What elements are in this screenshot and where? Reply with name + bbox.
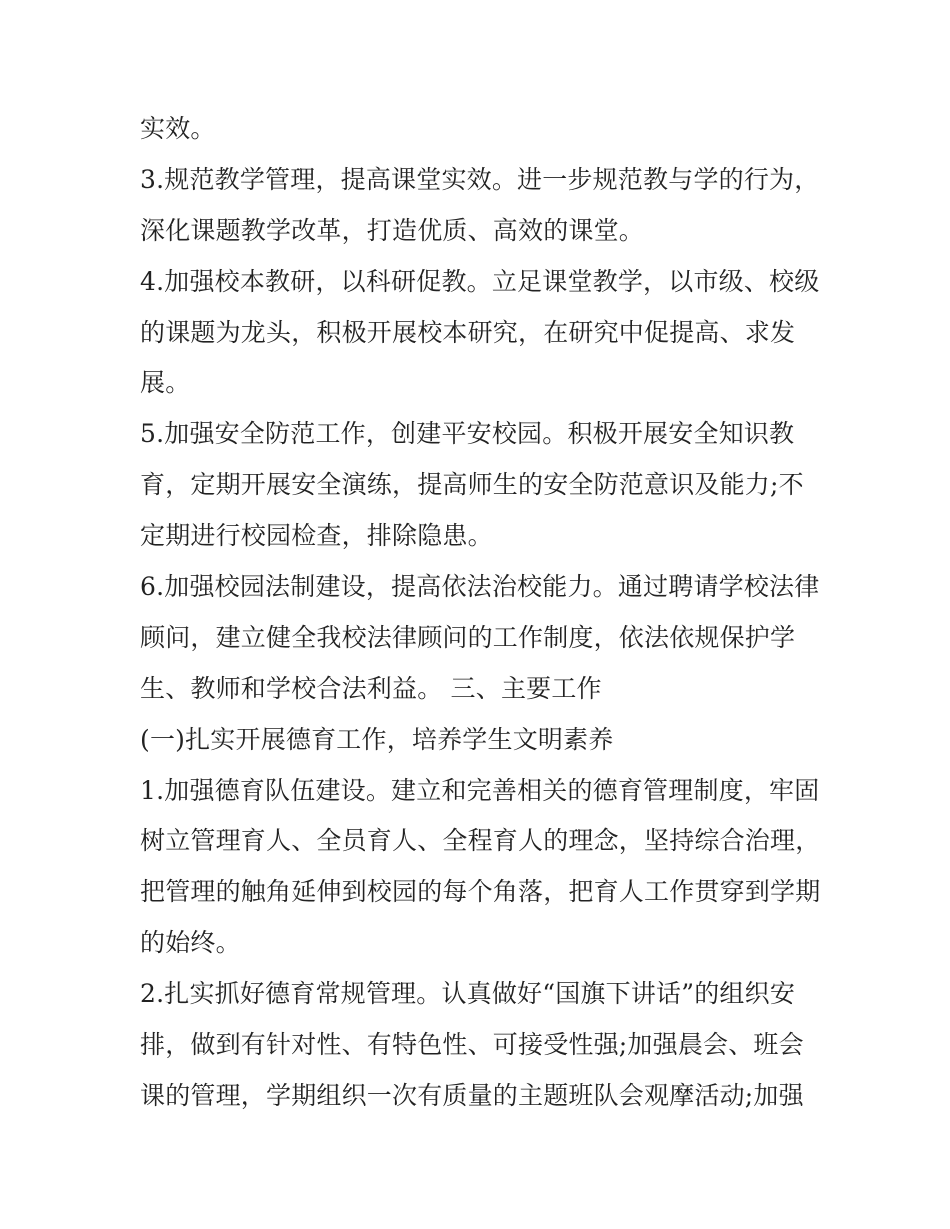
text-line: 5.加强安全防范工作，创建平安校园。积极开展安全知识教 <box>140 419 795 449</box>
text-line: 定期进行校园检查，排除隐患。 <box>140 521 493 551</box>
text-line: 的课题为龙头，积极开展校本研究，在研究中促提高、求发 <box>140 317 796 347</box>
section-heading: (一)扎实开展德育工作，培养学生文明素养 <box>140 724 614 754</box>
text-line: 3.规范教学管理，提高课堂实效。进一步规范教与学的行为， <box>140 164 820 194</box>
text-line: 生、教师和学校合法利益。 三、主要工作 <box>140 673 602 703</box>
document-body <box>140 104 820 1122</box>
text-line: 排，做到有针对性、有特色性、可接受性强;加强晨会、班会 <box>140 1030 804 1060</box>
text-line: 实效。 <box>140 114 216 143</box>
text-line: 1.加强德育队伍建设。建立和完善相关的德育管理制度，牢固 <box>140 775 820 805</box>
text-line: 展。 <box>140 368 191 398</box>
text-line: 顾问，建立健全我校法律顾问的工作制度，依法依规保护学 <box>140 622 796 652</box>
text-line: 把管理的触角延伸到校园的每个角落，把育人工作贯穿到学期 <box>140 877 821 907</box>
text-line: 2.扎实抓好德育常规管理。认真做好“国旗下讲话”的组织安 <box>140 979 796 1009</box>
text-line: 树立管理育人、全员育人、全程育人的理念，坚持综合治理， <box>140 826 821 856</box>
text-line: 育，定期开展安全演练，提高师生的安全防范意识及能力;不 <box>140 470 804 500</box>
text-line: 深化课题教学改革，打造优质、高效的课堂。 <box>140 215 645 245</box>
text-line: 的始终。 <box>140 928 241 958</box>
text-line: 4.加强校本教研，以科研促教。立足课堂教学，以市级、校级 <box>140 266 820 296</box>
text-line: 课的管理，学期组织一次有质量的主题班队会观摩活动;加强 <box>140 1080 804 1110</box>
text-line: 6.加强校园法制建设，提高依法治校能力。通过聘请学校法律 <box>140 572 820 602</box>
